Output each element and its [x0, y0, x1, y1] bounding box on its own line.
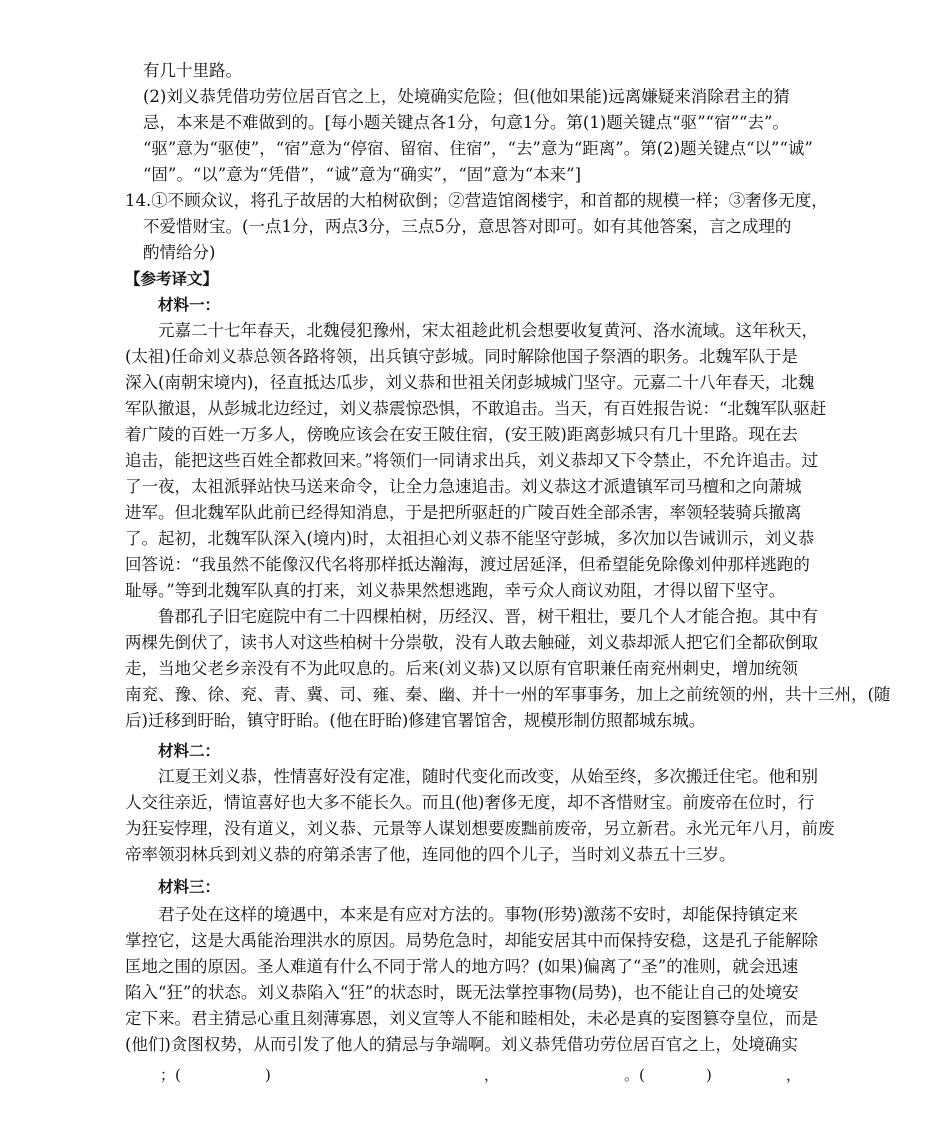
material-1-line: 着广陵的百姓一万多人，傍晚应该会在安王陂住宿，(安王陂)距离彭城只有几十里路。现在去: [125, 425, 798, 444]
material-1-line: 南兖、豫、徐、兖、青、冀、司、雍、秦、幽、并十一州的军事事务，加上之前统领的州，共十三州，(随: [125, 685, 891, 704]
material-1-title: 材料一：: [158, 296, 221, 314]
material-1-line: 了。起初，北魏军队深入(境内)时，太祖担心刘义恭不能坚守彭城，多次加以告诫训示，刘义恭: [125, 529, 815, 548]
answer-line-1: 有几十里路。: [143, 61, 242, 80]
cut-off-fragment: ，: [484, 1066, 500, 1084]
answer-line-2: (2)刘义恭凭借功劳位居百官之上，处境确实危险；但(他如果能)远离嫌疑来消除君主的猜: [143, 87, 790, 106]
question-14-line-1: 14.①不顾众议，将孔子故居的大柏树砍倒；②营造馆阁楼宇，和首都的规模一样；③奢侈无度，: [125, 191, 828, 210]
material-1-line: 军队撤退，从彭城北边经过，刘义恭震惊恐惧，不敢追击。当天，有百姓报告说：“北魏军队驱赶: [125, 399, 827, 418]
material-3-line: 君子处在这样的境遇中，本来是有应对方法的。事物(形势)激荡不安时，却能保持镇定来: [158, 905, 798, 924]
material-1-line: 深入(南朝宋境内)，径直抵达瓜步，刘义恭和世祖关闭彭城城门坚守。元嘉二十八年春天，北魏: [125, 373, 815, 392]
material-2-line: 帝率领羽林兵到刘义恭的府第杀害了他，连同他的四个儿子，当时刘义恭五十三岁。: [125, 845, 736, 864]
material-1-line: 了一夜，太祖派驿站快马送来命令，让全力急速追击。刘义恭这才派遣镇军司马檀和之向萧城: [125, 477, 802, 496]
cut-off-fragment: ，: [786, 1066, 802, 1084]
translation-heading: 【参考译文】: [125, 270, 219, 288]
material-3-line: 掌控它，这是大禹能治理洪水的原因。局势危急时，却能安居其中而保持安稳，这是孔子能解除: [125, 931, 818, 950]
material-3-line: 匡地之围的原因。圣人难道有什么不同于常人的地方吗？(如果)偏离了“圣”的准则，就会迅速: [125, 957, 799, 976]
material-1-line: 耻辱。”等到北魏军队真的打来，刘义恭果然想逃跑，幸亏众人商议劝阻，才得以留下坚守。: [125, 581, 786, 600]
material-1-line: (太祖)任命刘义恭总领各路将领，出兵镇守彭城。同时解除他国子祭酒的职务。北魏军队于是: [125, 347, 798, 366]
material-3-line: 定下来。君主猜忌心重且刻薄寡恩，刘义宣等人不能和睦相处，未必是真的妄图篡夺皇位，而是: [125, 1009, 818, 1028]
cut-off-fragment: ): [706, 1066, 712, 1084]
answer-line-3: 忌，本来是不难做到的。[每小题关键点各1分，句意1分。第(1)题关键点“驱”“宿”“去”。: [143, 113, 789, 132]
material-3-line: 陷入“狂”的状态。刘义恭陷入“狂”的状态时，既无法掌控事物(局势)，也不能让自己的处境安: [125, 983, 799, 1002]
material-2-line: 人交往亲近，情谊喜好也大多不能长久。而且(他)奢侈无度，却不吝惜财宝。前废帝在位时，行: [125, 793, 815, 812]
material-2-title: 材料二：: [158, 742, 221, 760]
cut-off-line: [0, 1062, 950, 1088]
cut-off-fragment: 。(: [624, 1066, 645, 1084]
material-1-line: 两棵先倒伏了，读书人对这些柏树十分崇敬，没有人敢去触碰，刘义恭却派人把它们全都砍倒取: [125, 633, 818, 652]
material-1-line: 元嘉二十七年春天，北魏侵犯豫州，宋太祖趁此机会想要收复黄河、洛水流域。这年秋天，: [158, 321, 818, 340]
material-1-line: 进军。但北魏军队此前已经得知消息，于是把所驱赶的广陵百姓全部杀害，率领轻装骑兵撤离: [125, 503, 802, 522]
material-1-line: 回答说：“我虽然不能像汉代名将那样抵达瀚海，渡过居延泽，但希望能免除像刘仲那样逃跑的: [125, 555, 810, 574]
question-14-line-3: 酌情给分): [143, 243, 216, 262]
material-1-line: 鲁郡孔子旧宅庭院中有二十四棵柏树，历经汉、晋，树干粗壮，要几个人才能合抱。其中有: [158, 607, 818, 626]
cut-off-fragment: ；(: [160, 1066, 181, 1084]
material-2-line: 江夏王刘义恭，性情喜好没有定准，随时代变化而改变，从始至终，多次搬迁住宅。他和别: [158, 767, 818, 786]
answer-line-5: “固”。“以”意为“凭借”，“诚”意为“确实”，“固”意为“本来”]: [143, 165, 582, 184]
material-1-line: 走，当地父老乡亲没有不为此叹息的。后来(刘义恭)又以原有官职兼任南兖州刺史，增加统领: [125, 659, 798, 678]
material-3-title: 材料三：: [158, 878, 221, 896]
question-14-line-2: 不爱惜财宝。(一点1分，两点3分，三点5分，意思答对即可。如有其他答案，言之成理的: [143, 217, 792, 236]
answer-line-4: “驱”意为“驱使”，“宿”意为“停宿、留宿、住宿”，“去”意为“距离”。第(2)题关键点“以”“诚”: [143, 139, 813, 158]
material-1-line: 后)迁移到盱眙，镇守盱眙。(他在盱眙)修建官署馆舍，规模形制仿照都城东城。: [125, 711, 706, 730]
cut-off-fragment: ): [265, 1066, 271, 1084]
material-1-line: 追击，能把这些百姓全都救回来。”将领们一同请求出兵，刘义恭却又下令禁止，不允许追击。过: [125, 451, 819, 470]
material-3-line: (他们)贪图权势，从而引发了他人的猜忌与争端啊。刘义恭凭借功劳位居百官之上，处境确实: [125, 1035, 798, 1054]
material-2-line: 为狂妄悖理，没有道义，刘义恭、元景等人谋划想要废黜前废帝，另立新君。永光元年八月，前废: [125, 819, 835, 838]
